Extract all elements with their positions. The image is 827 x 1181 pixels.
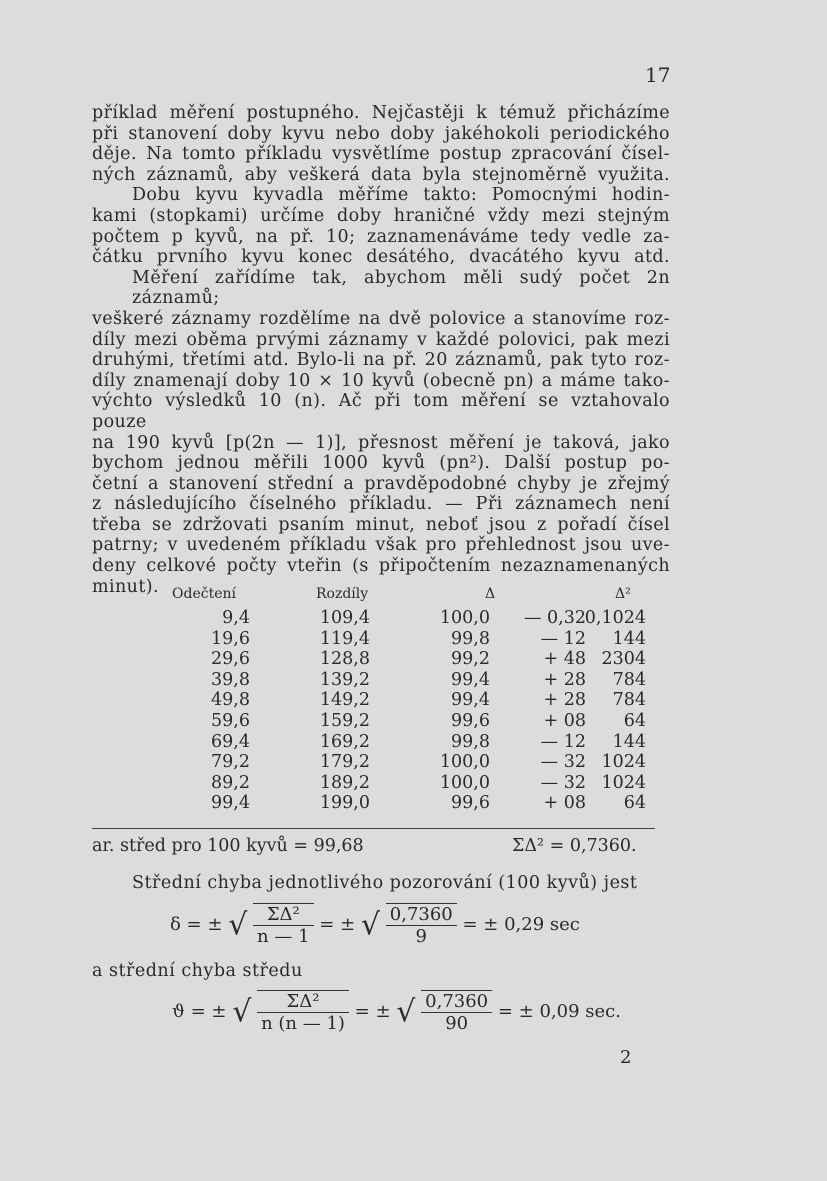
formula2-rhs: = ± 0,09 sec. [497,1001,621,1022]
table-row [92,690,670,711]
paragraph-line: příklad měření postupného. Nejčastěji k témuž přicházíme [92,103,670,123]
paragraph-line: díly znamenají doby 10 × 10 kyvů (obecně pn) a máme tako- [92,370,670,391]
formula2-mid: = ± [354,1001,391,1022]
paragraph-line: kami (stopkami) určíme doby hraničné vždy mezi stejným [92,205,670,226]
formula2-fraction1 [257,990,349,1034]
cell-difference: 99,8 [451,628,490,649]
sentence-mean-error: a střední chyba středu [92,961,303,981]
formula-mean-error [172,990,621,1034]
header-rozdily: Rozdíly [316,586,369,602]
paragraph-line: počtem p kyvů, na př. 10; zaznamenáváme tedy vedle za- [92,226,670,247]
header-delta: Δ [485,586,496,602]
table-row [92,670,670,691]
cell-delta-squared: 1024 [601,752,646,773]
table-row [92,608,670,629]
cell-difference: 100,0 [439,772,490,793]
cell-difference: 99,2 [451,649,490,670]
cell-delta-squared: 144 [612,628,646,649]
cell-reading-1: 9,4 [222,608,250,628]
cell-reading-1: 89,2 [211,772,250,793]
paragraph-line: na 190 kyvů [p(2n — 1)], přesnost měření je taková, jako [92,432,670,453]
cell-reading-2: 179,2 [319,752,370,773]
cell-delta-squared: 1024 [601,772,646,793]
cell-reading-2: 199,0 [319,793,370,814]
paragraph-line: minut). [92,576,159,597]
cell-delta: — 32 [540,772,586,793]
paragraph-line: z následujícího číselného příkladu. — Při záznamech není [92,494,670,515]
cell-reading-2: 109,4 [319,608,370,628]
table-row [92,732,670,753]
sqrt-icon: √ [232,994,252,1030]
paragraph-line: druhými, třetími atd. Bylo-li na př. 20 záznamů, pak tyto roz- [92,350,670,371]
cell-reading-1: 59,6 [211,711,250,731]
header-odecteni: Odečtení [172,586,236,602]
cell-reading-2: 119,4 [319,628,370,649]
cell-reading-1: 39,8 [211,669,250,690]
cell-difference: 99,4 [451,669,490,690]
cell-delta-squared: 144 [612,731,646,752]
cell-delta: + 08 [543,793,586,814]
cell-delta-squared: 784 [612,690,646,711]
cell-reading-1: 49,8 [211,690,250,711]
sqrt-icon: √ [228,907,248,943]
cell-reading-2: 169,2 [319,731,370,752]
cell-delta: + 28 [543,669,586,690]
table-row [92,752,670,773]
paragraph-line: veškeré záznamy rozdělíme na dvě polovice a stanovíme roz- [92,308,670,329]
formula2-num2: 0,7360 [421,991,492,1013]
table-row [92,629,670,650]
cell-reading-1: 29,6 [211,649,250,670]
formula1-fraction2 [386,903,457,947]
cell-difference: 99,6 [451,711,490,731]
formula1-num1: ΣΔ² [253,904,314,926]
formula1-fraction1 [253,903,314,947]
cell-delta: — 12 [540,731,586,752]
formula2-den1: n (n — 1) [261,1013,345,1034]
formula1-num2: 0,7360 [386,904,457,926]
formula1-rhs: = ± 0,29 sec [462,914,580,935]
cell-delta-squared: 0,1024 [584,608,646,628]
cell-reading-2: 189,2 [319,772,370,793]
formula2-fraction2 [421,990,492,1034]
cell-delta: + 08 [543,711,586,731]
cell-reading-2: 139,2 [319,669,370,690]
sqrt-icon: √ [396,994,416,1030]
cell-difference: 100,0 [439,608,490,628]
cell-reading-1: 69,4 [211,731,250,752]
cell-delta: — 0,32 [523,608,586,628]
cell-delta-squared: 784 [612,669,646,690]
formula2-den2: 90 [445,1013,469,1034]
table-rule [92,828,655,829]
paragraph-line: patrny; v uvedeném příkladu však pro přehlednost jsou uve- [92,535,670,556]
paragraph-line: deny celkové počty vteřin (s připočtením nezaznamenaných [92,556,670,577]
paragraph-line: díly mezi oběma prvými záznamy v každé polovici, pak mezi [92,329,670,350]
cell-delta-squared: 64 [623,711,646,731]
sqrt-icon: √ [360,907,381,943]
formula-single-error [170,903,580,947]
table-row [92,773,670,794]
cell-delta: + 48 [543,649,586,670]
paragraph-line: bychom jednou měřili 1000 kyvů (pn²). Další postup po- [92,453,670,474]
formula2-lhs: ϑ = ± [172,1001,227,1022]
paragraph-line: Dobu kyvu kyvadla měříme takto: Pomocnými hodin- [132,185,670,206]
cell-difference: 99,6 [451,793,490,814]
formula1-den2: 9 [415,926,427,947]
paragraph-line: při stanovení doby kyvu nebo doby jakéhokoli periodického [92,123,670,144]
cell-reading-1: 19,6 [211,628,250,649]
table-row [92,793,670,814]
formula1-mid: = ± [319,914,356,935]
paragraph-line: ných záznamů, aby veškerá data byla stejnoměrně využita. [92,164,670,185]
cell-reading-2: 128,8 [319,649,370,670]
paragraph-line: děje. Na tomto příkladu vysvětlíme postup zpracování čísel- [92,144,670,165]
cell-delta-squared: 64 [623,793,646,814]
cell-delta-squared: 2304 [601,649,646,670]
signature-number: 2 [620,1047,632,1068]
cell-difference: 100,0 [439,752,490,773]
table-row [92,649,670,670]
paragraph-line: třeba se zdržovati psaním minut, neboť jsou z pořadí čísel [92,514,670,535]
cell-reading-1: 79,2 [211,752,250,773]
table-row [92,711,670,732]
cell-delta: — 32 [540,752,586,773]
sentence-single-error: Střední chyba jednotlivého pozorování (100 kyvů) jest [132,873,638,893]
cell-reading-1: 99,4 [211,793,250,814]
mean-summary: ar. střed pro 100 kyvů = 99,68 [92,836,364,856]
paragraph-line: výchto výsledků 10 (n). Ač při tom měření se vztahovalo pouze [92,391,670,432]
cell-reading-2: 149,2 [319,690,370,711]
cell-delta: — 12 [540,628,586,649]
formula2-num1: ΣΔ² [257,991,349,1013]
paragraph-line: čátku prvního kyvu konec desátého, dvacátého kyvu atd. [92,247,670,268]
formula1-lhs: δ = ± [170,914,223,935]
cell-difference: 99,8 [451,731,490,752]
cell-reading-2: 159,2 [319,711,370,731]
cell-delta: + 28 [543,690,586,711]
header-delta-squared: Δ² [615,586,631,602]
page-number: 17 [645,63,671,87]
formula1-den1: n — 1 [257,926,310,947]
paragraph-line: četní a stanovení střední a pravděpodobné chyby je zřejmý [92,473,670,494]
body-paragraph [92,103,670,597]
paragraph-line: Měření zařídíme tak, abychom měli sudý počet 2n záznamů; [132,267,670,309]
cell-difference: 99,4 [451,690,490,711]
sum-of-squares: ΣΔ² = 0,7360. [512,836,637,856]
